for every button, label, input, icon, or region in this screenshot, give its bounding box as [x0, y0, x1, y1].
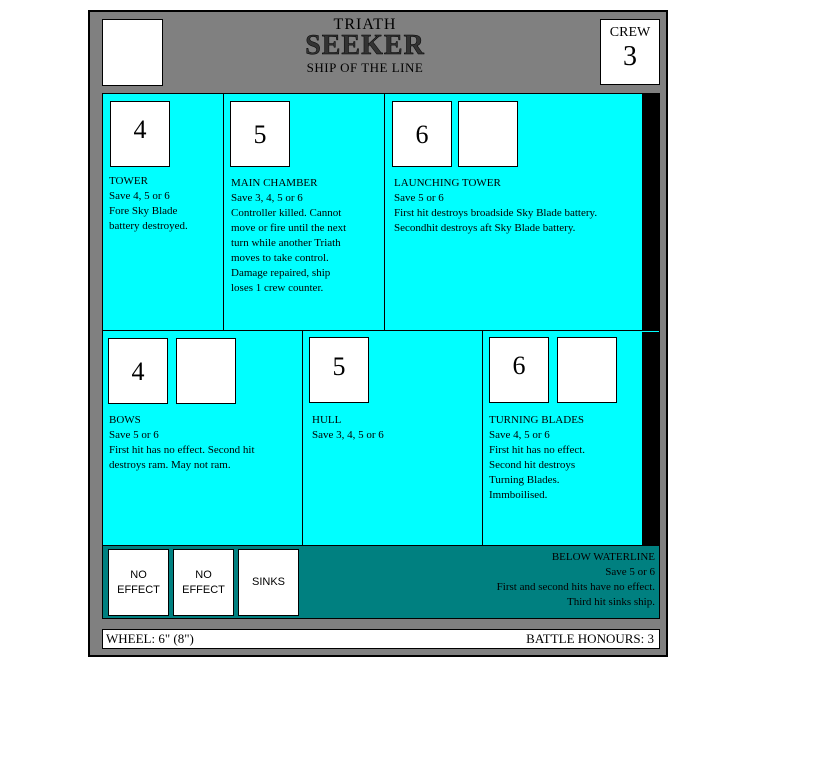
- location-turning-blades: [482, 330, 660, 547]
- location-main-chamber: [223, 93, 385, 331]
- waterline-box-label: NO: [130, 568, 147, 581]
- wheel-stat: WHEEL: 6" (8"): [106, 631, 194, 646]
- location-save: Save 5 or 6: [109, 429, 159, 441]
- edge-bar-top: [642, 94, 660, 330]
- battle-honours: BATTLE HONOURS: 3: [526, 631, 654, 646]
- location-save: Save 3, 4, 5 or 6: [231, 192, 303, 204]
- waterline-panel: [102, 545, 660, 619]
- location-launching-tower: [384, 93, 660, 331]
- damage-box: [176, 338, 236, 404]
- damage-box: 4: [110, 101, 170, 167]
- location-effect: Damage repaired, ship: [231, 267, 331, 279]
- waterline-effect: Third hit sinks ship.: [566, 596, 655, 608]
- location-effect: Controller killed. Cannot: [231, 207, 342, 219]
- location-effect: move or fire until the next: [231, 222, 347, 234]
- damage-box: [557, 337, 617, 403]
- location-tower: [102, 93, 224, 331]
- waterline-box-sinks: [238, 549, 299, 616]
- waterline-effect: First and second hits have no effect.: [496, 581, 655, 593]
- damage-box: 6: [392, 101, 452, 167]
- location-effect: turn while another Triath: [231, 237, 341, 249]
- footer-bar: [102, 629, 660, 649]
- crew-box: [600, 19, 660, 85]
- ship-card: [88, 10, 668, 657]
- location-effect: loses 1 crew counter.: [231, 282, 324, 294]
- location-effect: First hit has no effect. Second hit: [109, 444, 255, 456]
- location-effect: battery destroyed.: [109, 220, 188, 232]
- location-name: LAUNCHING TOWER: [394, 177, 501, 189]
- edge-bar-bottom: [642, 332, 660, 545]
- ship-name: SEEKER: [305, 30, 425, 61]
- waterline-box-no-effect: [108, 549, 169, 616]
- faction-title: TRIATH: [333, 16, 397, 33]
- ship-icon-box: [102, 19, 163, 86]
- location-save: Save 5 or 6: [394, 192, 444, 204]
- waterline-box-no-effect: [173, 549, 234, 616]
- location-name: MAIN CHAMBER: [231, 177, 318, 189]
- location-effect: Immboilised.: [489, 489, 548, 501]
- damage-box: 4: [108, 338, 168, 404]
- damage-box: 6: [489, 337, 549, 403]
- ship-class: SHIP OF THE LINE: [306, 60, 424, 75]
- location-effect: First hit has no effect.: [489, 444, 586, 456]
- crew-value: 3: [623, 41, 637, 72]
- damage-box: [458, 101, 518, 167]
- waterline-title: BELOW WATERLINE: [551, 551, 655, 563]
- waterline-box-label: NO: [195, 568, 212, 581]
- waterline-box-label: EFFECT: [117, 583, 160, 596]
- location-effect: Turning Blades.: [489, 474, 560, 486]
- location-effect: moves to take control.: [231, 252, 329, 264]
- location-name: TOWER: [109, 175, 148, 187]
- location-effect: Second hit destroys: [489, 459, 576, 471]
- location-effect: First hit destroys broadside Sky Blade battery.: [394, 207, 598, 219]
- crew-label: CREW: [609, 25, 651, 40]
- location-effect: Secondhit destroys aft Sky Blade battery.: [394, 222, 576, 234]
- damage-box: 5: [309, 337, 369, 403]
- location-save: Save 3, 4, 5 or 6: [312, 429, 384, 441]
- location-name: HULL: [312, 414, 342, 426]
- location-effect: Fore Sky Blade: [109, 205, 178, 217]
- location-save: Save 4, 5 or 6: [489, 429, 550, 441]
- waterline-box-label: EFFECT: [182, 583, 225, 596]
- location-save: Save 4, 5 or 6: [109, 190, 170, 202]
- waterline-box-label: SINKS: [251, 576, 285, 588]
- waterline-save: Save 5 or 6: [605, 566, 655, 578]
- location-effect: destroys ram. May not ram.: [109, 459, 231, 471]
- location-bows: [102, 330, 303, 547]
- location-hull: [302, 330, 483, 547]
- location-name: BOWS: [109, 414, 141, 426]
- location-name: TURNING BLADES: [489, 414, 585, 426]
- damage-box: 5: [230, 101, 290, 167]
